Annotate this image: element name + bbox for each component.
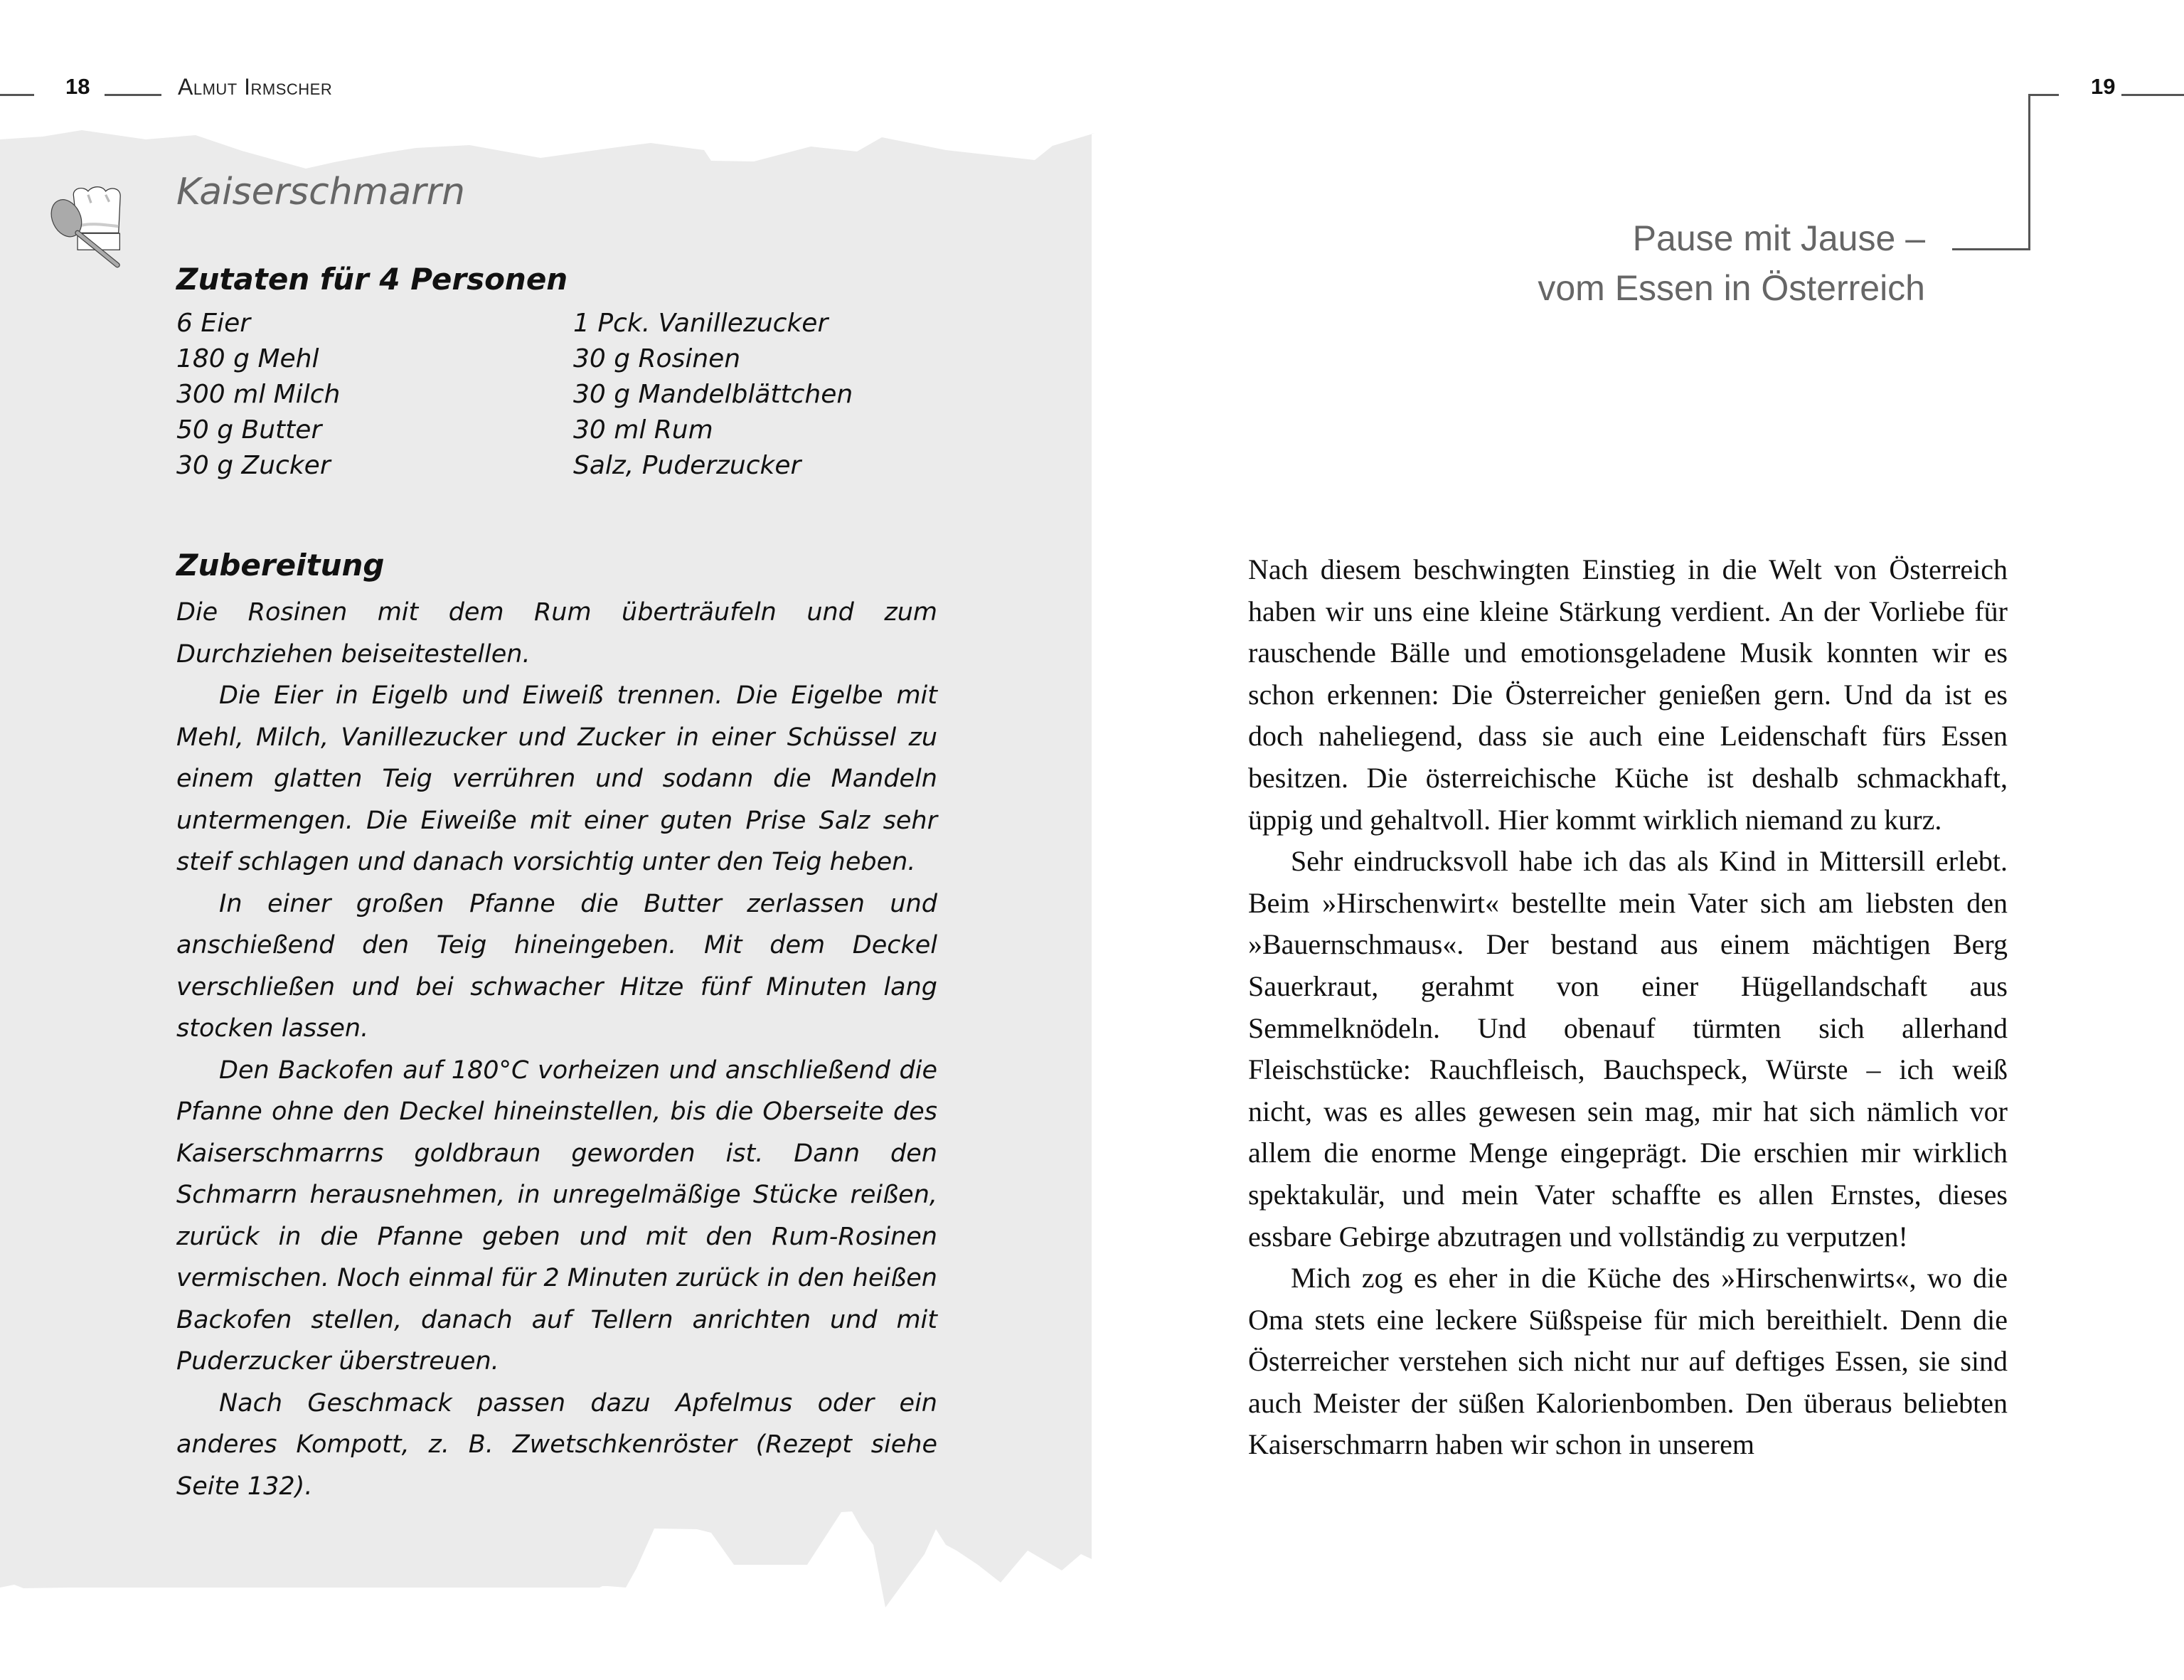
header-rule-right-1 xyxy=(2029,94,2059,96)
bracket-horizontal-rule xyxy=(1952,248,2030,250)
preparation-paragraph: In einer großen Pfanne die Butter zerlassen und anschießend den Teig hineingeben. Mit dem Deckel verschließen und bei schwacher Hitze fünf Minuten lang stocken lassen. xyxy=(176,889,937,1043)
ingredient-item: 30 g Rosinen xyxy=(573,344,741,373)
chapter-title-line-1: Pause mit Jause – xyxy=(1632,218,1925,258)
preparation-text xyxy=(176,592,937,1507)
header-rule-right-2 xyxy=(2121,94,2184,96)
preparation-heading: Zubereitung xyxy=(176,548,385,583)
ingredients-list-right xyxy=(573,306,853,484)
chef-hat-spoon-icon xyxy=(41,174,141,274)
ingredients-heading: Zutaten für 4 Personen xyxy=(176,262,568,297)
ingredient-item: Salz, Puderzucker xyxy=(573,451,801,480)
header-rule-left-1 xyxy=(0,94,34,96)
ingredient-item: 50 g Butter xyxy=(176,415,322,445)
preparation-paragraph: Die Eier in Eigelb und Eiweiß trennen. Die Eigelbe mit Mehl, Milch, Vanillezucker und Zucker in einer Schüssel zu einem glatten Teig verrühren und sodann die Mandeln untermengen. Die Eiweiße mit einer guten Prise Salz sehr steif schlagen und danach vorsichtig unter den Teig heben. xyxy=(176,681,937,876)
body-paragraph: Mich zog es eher in die Küche des »Hirschenwirts«, wo die Oma stets eine leckere Süßspeise für mich bereithielt. Denn die Österreicher verstehen sich nicht nur auf deftiges Essen, sie sind auch Meister der süßen Kalorienbomben. Den überaus beliebten Kaiserschmarrn haben wir schon in unserem xyxy=(1248,1262,2008,1461)
recipe-title: Kaiserschmarrn xyxy=(176,171,465,213)
ingredient-item: 1 Pck. Vanillezucker xyxy=(573,309,829,338)
chapter-body-text xyxy=(1248,549,2008,1466)
chapter-title xyxy=(1356,213,1925,313)
body-paragraph: Sehr eindrucksvoll habe ich das als Kind in Mittersill erlebt. Beim »Hirschenwirt« bestellte mein Vater sich am liebsten den »Bauernschmaus«. Der bestand aus einem mächtigen Berg Sauerkraut, gerahmt von einer Hügellandschaft aus Semmelknödeln. Und obenauf türmten sich allerhand Fleischstücke: Rauchfleisch, Bauchspeck, Würste – ich weiß nicht, was es alles gewesen sein mag, mir hat sich nämlich vor allem die enorme Menge eingeprägt. Die erschien mir wirklich spektakulär, und mein Vater schaffte es allen Ernstes, dieses essbare Gebirge abzutragen und vollständig zu verputzen! xyxy=(1248,845,2008,1253)
preparation-paragraph: Die Rosinen mit dem Rum überträufeln und zum Durchziehen beiseitestellen. xyxy=(176,598,937,669)
bracket-vertical-rule xyxy=(2028,94,2030,250)
chapter-title-line-2: vom Essen in Österreich xyxy=(1538,268,1925,308)
preparation-paragraph: Den Backofen auf 180°C vorheizen und anschließend die Pfanne ohne den Deckel hineinstellen, bis die Oberseite des Kaiserschmarrns goldbraun geworden ist. Dann den Schmarrn herausnehmen, in unregelmäßige Stücke reißen, zurück in die Pfanne geben und mit den Rum-Rosinen vermischen. Noch einmal für 2 Minuten zurück in den heißen Backofen stellen, danach auf Tellern anrichten und mit Puderzucker überstreuen. xyxy=(176,1056,937,1376)
header-rule-left-2 xyxy=(105,94,161,96)
running-header-author: Almut Irmscher xyxy=(178,74,333,100)
ingredient-item: 30 g Zucker xyxy=(176,451,331,480)
preparation-paragraph: Nach Geschmack passen dazu Apfelmus oder ein anderes Kompott, z. B. Zwetschkenröster (Rezept siehe Seite 132). xyxy=(176,1388,937,1501)
ingredient-item: 30 ml Rum xyxy=(573,415,713,445)
ingredient-item: 300 ml Milch xyxy=(176,380,341,409)
ingredients-list-left xyxy=(176,306,340,484)
ingredient-item: 6 Eier xyxy=(176,309,251,338)
ingredient-item: 30 g Mandelblättchen xyxy=(573,380,853,409)
ingredient-item: 180 g Mehl xyxy=(176,344,319,373)
page-number-right: 19 xyxy=(2091,74,2116,99)
page-number-left: 18 xyxy=(65,74,90,99)
body-paragraph: Nach diesem beschwingten Einstieg in die Welt von Österreich haben wir uns eine kleine Stärkung verdient. An der Vorliebe für rauschende Bälle und emotionsgeladene Musik konnten wir es schon erkennen: Die Österreicher genießen gern. Und da ist es doch naheliegend, dass sie auch eine Leidenschaft fürs Essen besitzen. Die österreichische Küche ist deshalb schmackhaft, üppig und gehaltvoll. Hier kommt wirklich niemand zu kurz. xyxy=(1248,553,2008,836)
